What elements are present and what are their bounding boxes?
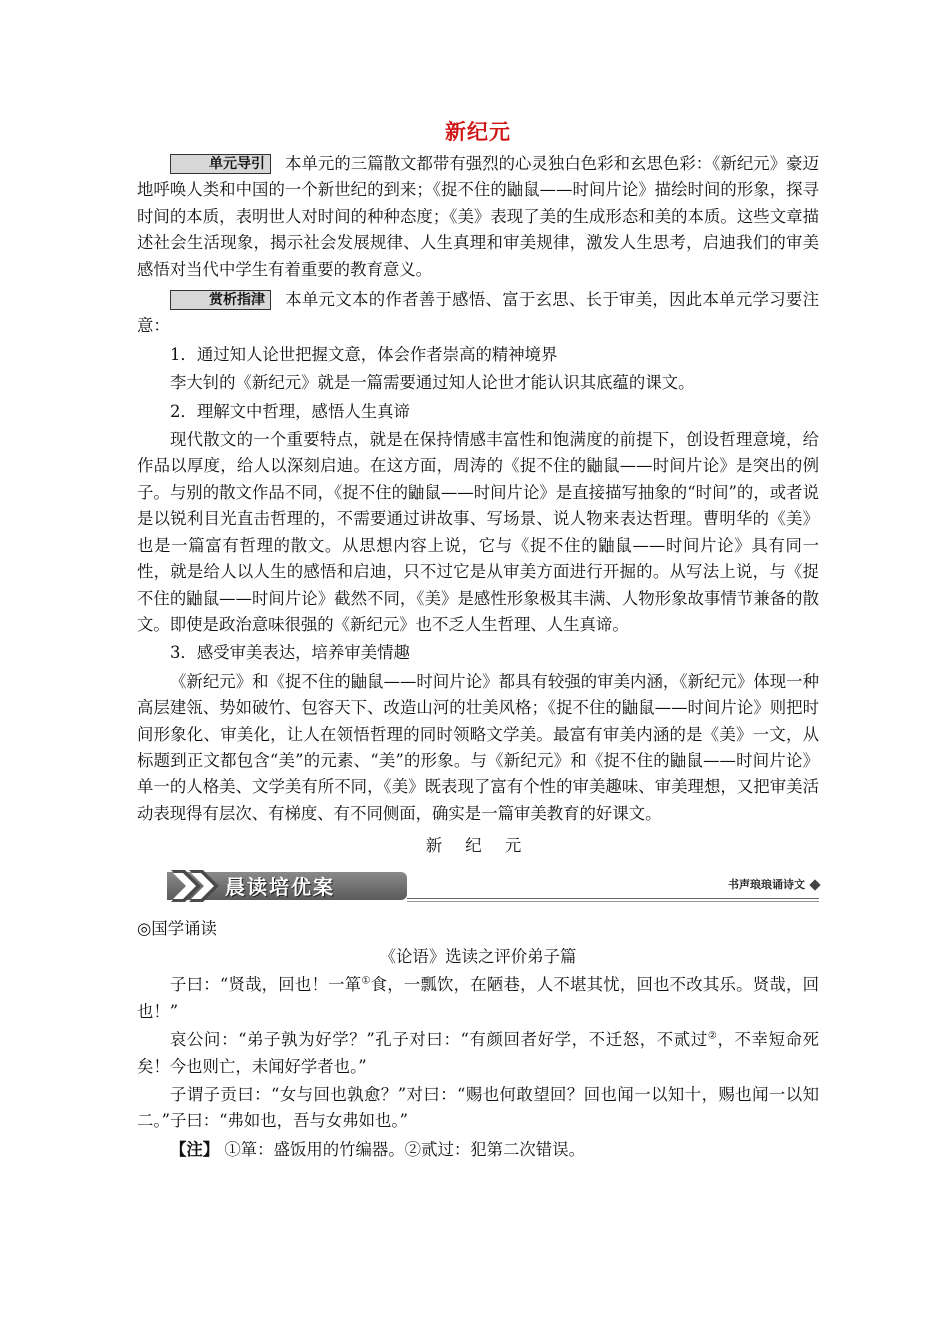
point-1-body: 李大钊的《新纪元》就是一篇需要通过知人论世才能认识其底蕴的课文。 [170, 373, 695, 393]
analects-text: 子曰：“贤哉，回也！一箪 [170, 975, 362, 995]
diamond-icon [809, 879, 820, 890]
document-page [137, 117, 819, 1163]
footnote [137, 1137, 819, 1163]
unit-guide-paragraph [137, 151, 819, 283]
section-subtitle: 新 纪 元 [425, 836, 531, 856]
banner-right-text: 书声琅琅诵诗文 [728, 877, 805, 891]
section-banner [137, 870, 819, 904]
analects-text: ，不幸短命死矣！今也则亡，未闻好学者也。” [137, 1030, 820, 1076]
point-1-heading: 1．通过知人论世把握文意，体会作者崇高的精神境界 [170, 344, 558, 364]
analects-paragraph-1 [137, 972, 819, 1025]
analects-paragraph-2 [137, 1027, 819, 1080]
banner-title: 晨读培优案 [225, 874, 335, 899]
analects-text: 食，一瓢饮，在陋巷，人不堪其忧，回也不改其乐。贤哉，回也！” [137, 975, 820, 1021]
footnote-marker: ① [361, 975, 371, 987]
footnote-marker: ② [707, 1030, 718, 1042]
appreciation-guide-text: 本单元文本的作者善于感悟、富于玄思、长于审美，因此本单元学习要注意： [137, 290, 819, 336]
footnote-label: 【注】 [170, 1139, 220, 1159]
analects-paragraph-3: 子谓子贡曰：“女与回也孰愈？”对曰：“赐也何敢望回？回也闻一以知十，赐也闻一以知二。”子曰：“弗如也，吾与女弗如也。” [137, 1085, 819, 1131]
point-2-heading: 2．理解文中哲理，感悟人生真谛 [170, 401, 410, 421]
footnote-text: ①箪：盛饭用的竹编器。②贰过：犯第二次错误。 [224, 1139, 585, 1159]
page-title: 新纪元 [445, 120, 511, 144]
point-3-heading: 3．感受审美表达，培养审美情趣 [170, 643, 410, 663]
point-2-body: 现代散文的一个重要特点，就是在保持情感丰富性和饱满度的前提下，创设哲理意境，给作品以厚度，给人以深刻启迪。在这方面，周涛的《捉不住的鼬鼠——时间片论》是突出的例子。与别的散文作品不同，《捉不住的鼬鼠——时间片论》是直接描写抽象的“时间”的，或者说是以锐利目光直击哲理的，不需要通过讲故事、写场景、说人物来表达哲理。曹明华的《美》也是一篇富有哲理的散文。从思想内容上说，它与《捉不住的鼬鼠——时间片论》具有同一性，就是给人以人生的感悟和启迪，只不过它是从审美方面进行开掘的。从写法上说，与《捉不住的鼬鼠——时间片论》截然不同，《美》是感性形象极其丰满、人物形象故事情节兼备的散文。即使是政治意味很强的《新纪元》也不乏人生哲理、人生真谛。 [137, 430, 819, 634]
unit-guide-text: 本单元的三篇散文都带有强烈的心灵独白色彩和玄思色彩：《新纪元》豪迈地呼唤人类和中国的一个新世纪的到来；《捉不住的鼬鼠——时间片论》描绘时间的形象，探寻时间的本质，表明世人对时间的种种态度；《美》表现了美的生成形态和美的本质。这些文章描述社会生活现象，揭示社会发展规律、人生真理和审美规律，激发人生思考，启迪我们的审美感悟对当代中学生有着重要的教育意义。 [137, 154, 819, 279]
appreciation-guide-tag: 赏析指津 [170, 290, 271, 310]
banner-divider [407, 898, 819, 902]
analects-text: 哀公问：“弟子孰为好学？”孔子对曰：“有颜回者好学，不迁怒，不贰过 [170, 1030, 708, 1050]
appreciation-guide-paragraph [137, 287, 819, 340]
piece-title: 《论语》选读之评价弟子篇 [379, 946, 577, 966]
guoxue-label: ◎国学诵读 [137, 918, 217, 938]
unit-guide-tag: 单元导引 [170, 154, 271, 174]
point-3-body: 《新纪元》和《捉不住的鼬鼠——时间片论》都具有较强的审美内涵，《新纪元》体现一种高层建瓴、势如破竹、包容天下、改造山河的壮美风格；《捉不住的鼬鼠——时间片论》则把时间形象化、审美化，让人在领悟哲理的同时领略文学美。最富有审美内涵的是《美》一文，从标题到正文都包含“美”的元素、“美”的形象。与《新纪元》和《捉不住的鼬鼠——时间片论》单一的人格美、文学美有所不同，《美》既表现了富有个性的审美趣味、审美理想，又把审美活动表现得有层次、有梯度、有不同侧面，确实是一篇审美教育的好课文。 [137, 671, 819, 823]
